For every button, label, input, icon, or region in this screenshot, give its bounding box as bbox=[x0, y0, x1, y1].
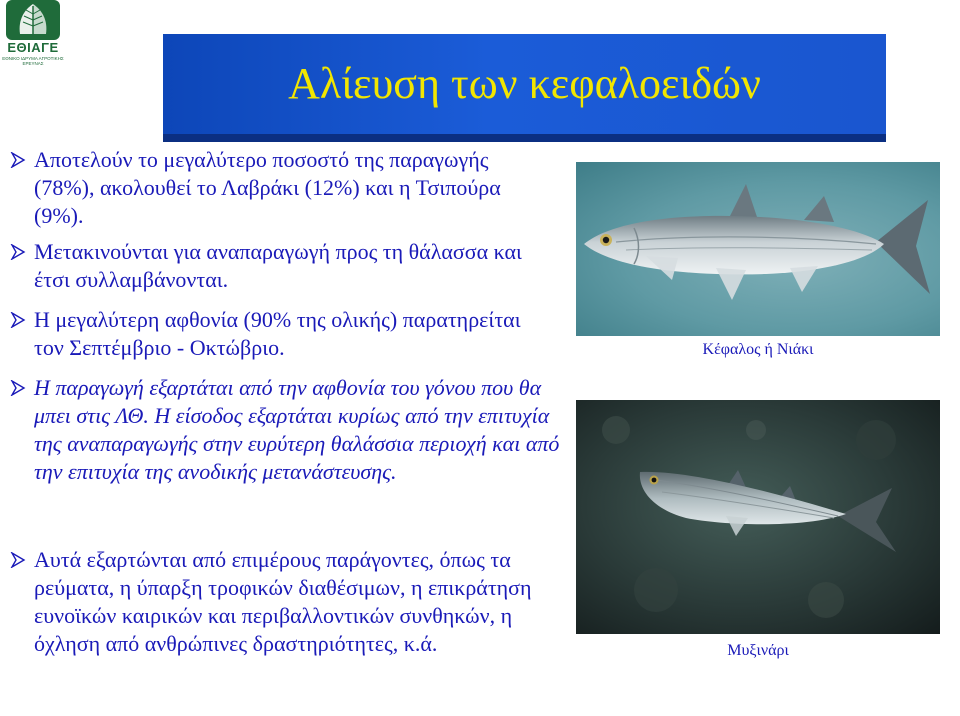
bullet-item bbox=[34, 374, 564, 486]
photo-caption-kefalos: Κέφαλος ή Νιάκι bbox=[702, 341, 814, 358]
bullet-text: Η μεγαλύτερη αφθονία (90% της ολικής) παρατηρείται τον Σεπτέμβριο - Οκτώβριο. bbox=[34, 307, 521, 360]
arrowhead-bullet-icon bbox=[10, 152, 26, 168]
fish-illustration bbox=[576, 162, 940, 336]
fish-illustration bbox=[576, 400, 940, 634]
bullet-text: Η παραγωγή εξαρτάται από την αφθονία του γόνου που θα μπει στις ΛΘ. Η είσοδος εξαρτάται κυρίως από την επιτυχία της αναπαραγωγής στην ευρύτερη θαλάσσια περιοχή και από την επιτυχία της ανοδικής μετανάστευσης. bbox=[34, 375, 560, 484]
fish-photo-myxinari bbox=[576, 400, 940, 634]
bullet-text: Αυτά εξαρτώνται από επιμέρους παράγοντες, όπως τα ρεύματα, η ύπαρξη τροφικών διαθέσιμων, η επικράτηση ευνοϊκών καιρικών και περιβαλλοντικών συνθηκών, η όχληση από ανθρώπινες δραστηριότητες, κ.ά. bbox=[34, 547, 532, 656]
page-title: Αλίευση των κεφαλοειδών bbox=[288, 59, 761, 108]
bullet-item bbox=[34, 146, 554, 230]
bullet-item bbox=[34, 546, 574, 658]
arrowhead-bullet-icon bbox=[10, 244, 26, 260]
logo-org-name: ΕΘΙΑΓΕ bbox=[7, 40, 59, 55]
arrowhead-bullet-icon bbox=[10, 380, 26, 396]
bullet-item bbox=[34, 238, 554, 294]
logo-subtitle: ΕΘΝΙΚΟ ΙΔΡΥΜΑ ΑΓΡΟΤΙΚΗΣ ΕΡΕΥΝΑΣ bbox=[2, 56, 64, 66]
fish-photo-kefalos bbox=[576, 162, 940, 336]
title-banner-shadow bbox=[163, 134, 886, 142]
bullet-item bbox=[34, 306, 554, 362]
arrowhead-bullet-icon bbox=[10, 312, 26, 328]
bullet-text: Αποτελούν το μεγαλύτερο ποσοστό της παραγωγής (78%), ακολουθεί το Λαβράκι (12%) και η Τσιπούρα (9%). bbox=[34, 147, 501, 228]
leaf-icon bbox=[6, 0, 60, 40]
bullet-text: Μετακινούνται για αναπαραγωγή προς τη θάλασσα και έτσι συλλαμβάνονται. bbox=[34, 239, 522, 292]
photo-caption-myxinari: Μυξινάρι bbox=[727, 642, 789, 659]
arrowhead-bullet-icon bbox=[10, 552, 26, 568]
organization-logo bbox=[0, 0, 72, 72]
